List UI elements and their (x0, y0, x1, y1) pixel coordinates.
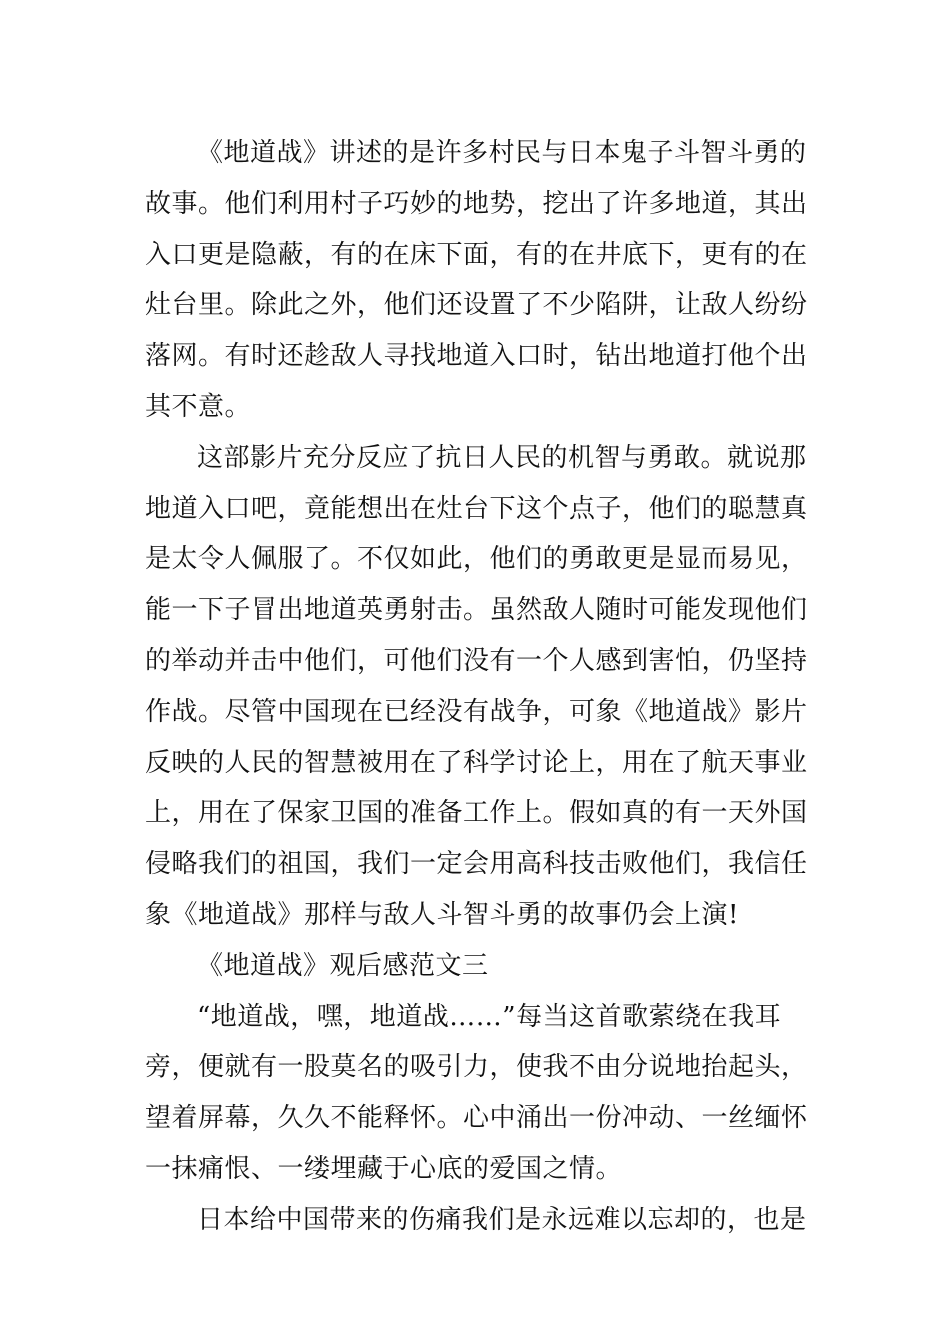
text-line: 上，用在了保家卫国的准备工作上。假如真的有一天外国 (145, 798, 808, 829)
text-line: 象《地道战》那样与敌人斗智斗勇的故事仍会上演! (145, 899, 739, 930)
text-line: 反映的人民的智慧被用在了科学讨论上，用在了航天事业 (145, 747, 808, 778)
text-line: 灶台里。除此之外，他们还设置了不少陷阱，让敌人纷纷 (145, 290, 808, 321)
text-line: 能一下子冒出地道英勇射击。虽然敌人随时可能发现他们 (145, 595, 808, 626)
text-line: 是太令人佩服了。不仅如此，他们的勇敢更是显而易见， (145, 544, 808, 575)
text-line: 这部影片充分反应了抗日人民的机智与勇敢。就说那 (197, 442, 807, 473)
text-line: 落网。有时还趁敌人寻找地道入口时，钻出地道打他个出 (145, 341, 808, 372)
text-line: 入口更是隐蔽，有的在床下面，有的在井底下，更有的在 (145, 239, 808, 270)
text-line: 旁，便就有一股莫名的吸引力，使我不由分说地抬起头， (145, 1052, 808, 1083)
text-line: 作战。尽管中国现在已经没有战争，可象《地道战》影片 (145, 696, 808, 727)
text-line: 一抹痛恨、一缕埋藏于心底的爱国之情。 (145, 1153, 623, 1184)
text-line: 故事。他们利用村子巧妙的地势，挖出了许多地道，其出 (145, 188, 808, 219)
text-line: “地道战，嘿，地道战……”每当这首歌萦绕在我耳 (197, 1001, 782, 1032)
text-line: 地道入口吧，竟能想出在灶台下这个点子，他们的聪慧真 (145, 493, 808, 524)
text-line: 日本给中国带来的伤痛我们是永远难以忘却的，也是 (197, 1204, 807, 1235)
document-body (145, 128, 810, 1246)
text-line: 望着屏幕，久久不能释怀。心中涌出一份冲动、一丝缅怀 (145, 1103, 808, 1134)
section-heading: 《地道战》观后感范文三 (197, 950, 489, 981)
text-line: 《地道战》讲述的是许多村民与日本鬼子斗智斗勇的 (197, 138, 807, 168)
text-line: 的举动并击中他们，可他们没有一个人感到害怕，仍坚持 (145, 645, 808, 676)
text-line: 其不意。 (145, 391, 252, 422)
text-line: 侵略我们的祖国，我们一定会用高科技击败他们，我信任 (145, 849, 808, 880)
